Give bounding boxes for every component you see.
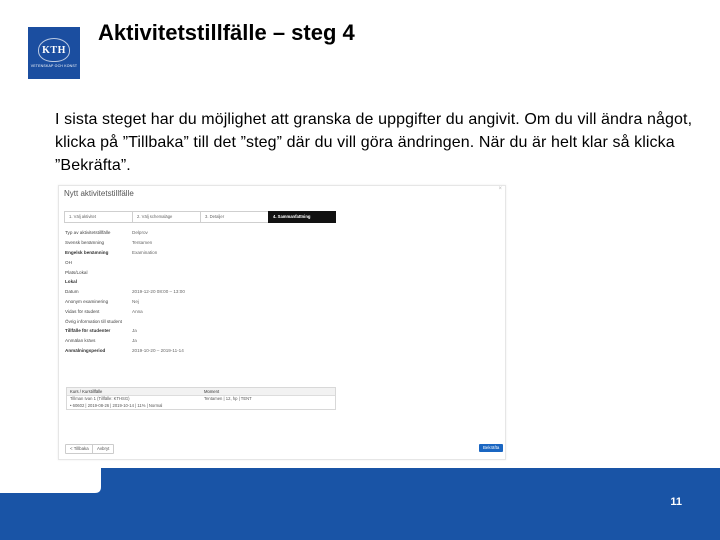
table-row	[67, 403, 335, 410]
field-value: Delprov	[132, 230, 148, 236]
step-4-active[interactable]: 4. Sammanfattning	[268, 211, 336, 223]
summary-row	[65, 277, 275, 287]
kth-logo	[28, 27, 80, 79]
cancel-button[interactable]: Avbryt	[92, 444, 114, 454]
field-label: Svensk benämning	[65, 240, 105, 246]
field-label: Anmälan krävs	[65, 338, 96, 344]
step-3[interactable]: 3. Detaljer	[200, 211, 268, 223]
summary-row	[65, 306, 275, 316]
course-table	[66, 387, 336, 410]
footer-bar	[0, 468, 720, 540]
field-label: Vidas för student	[65, 308, 100, 314]
summary-row	[65, 267, 275, 277]
field-value: Examination	[132, 249, 158, 255]
summary-row	[65, 316, 275, 326]
field-label: Datum	[65, 289, 79, 295]
table-cell: Tillman Ivan 1 (Tillfälle: KTHSG)	[70, 396, 130, 401]
table-cell: Tentamen | 12, hp | TENT	[204, 396, 252, 401]
step-2[interactable]: 2. Välj schemaläge	[132, 211, 200, 223]
slide-title: Aktivitetstillfälle – steg 4	[98, 20, 355, 45]
field-label: Övrig information till student	[65, 318, 122, 324]
summary-row	[65, 238, 275, 248]
field-value: 2019-10-20 – 2019-11-14	[132, 347, 184, 353]
field-value: Anna	[132, 308, 143, 314]
field-value: Tentamen	[132, 240, 153, 246]
table-header	[67, 388, 335, 396]
page-number: 11	[670, 496, 682, 508]
field-label: Tillfälle för studenter	[65, 328, 111, 334]
table-cell	[201, 403, 335, 410]
summary-row	[65, 287, 275, 297]
column-header: Moment	[204, 389, 220, 394]
field-label: Anmälningsperiod	[65, 347, 106, 353]
field-label: Engelsk benämning	[65, 249, 109, 255]
field-label: Typ av aktivitetstillfälle	[65, 230, 111, 236]
summary-row	[65, 346, 275, 356]
summary-row	[65, 336, 275, 346]
table-cell: • 60602 | 2019-08-26 | 2019-10-14 | 11% | Normal	[70, 402, 163, 408]
back-button[interactable]: < Tillbaka	[65, 444, 94, 454]
step-1[interactable]: 1. Välj aktivitet	[64, 211, 132, 223]
summary-row	[65, 248, 275, 258]
field-value: Ja	[132, 328, 137, 334]
confirm-button[interactable]: Bekräfta	[479, 444, 503, 452]
footer-shape	[0, 468, 720, 540]
summary-fields	[65, 228, 275, 355]
footer-shape-fill	[0, 468, 720, 540]
field-label: Anonym examinering	[65, 298, 109, 304]
field-label: OH	[65, 259, 72, 265]
summary-row	[65, 297, 275, 307]
close-icon[interactable]: ×	[498, 186, 502, 192]
summary-row	[65, 228, 275, 238]
field-value: Nej	[132, 298, 139, 304]
column-header: Kurs / Kurstillfälle	[70, 389, 103, 394]
summary-row	[65, 257, 275, 267]
summary-row	[65, 326, 275, 336]
logo-mark: KTH	[38, 38, 70, 62]
field-label: Plats/Lokal	[65, 269, 88, 275]
wizard-steps	[64, 211, 336, 221]
field-label: Lokal	[65, 279, 77, 285]
field-value: 2019-12-20 08:00 – 13:00	[132, 289, 185, 295]
logo-subtext: VETENSKAP OCH KONST	[30, 64, 78, 68]
slide-body-text: I sista steget har du möjlighet att granska de uppgifter du angivit. Om du vill ändra något, klicka på ”Tillbaka” till det ”steg” där du vill göra ändringen. När du är helt klar så klicka ”Bekräfta”.	[55, 111, 693, 174]
embedded-screenshot	[58, 185, 506, 460]
dialog-title: Nytt aktivitetstillfälle	[64, 189, 134, 198]
field-value: Ja	[132, 338, 137, 344]
